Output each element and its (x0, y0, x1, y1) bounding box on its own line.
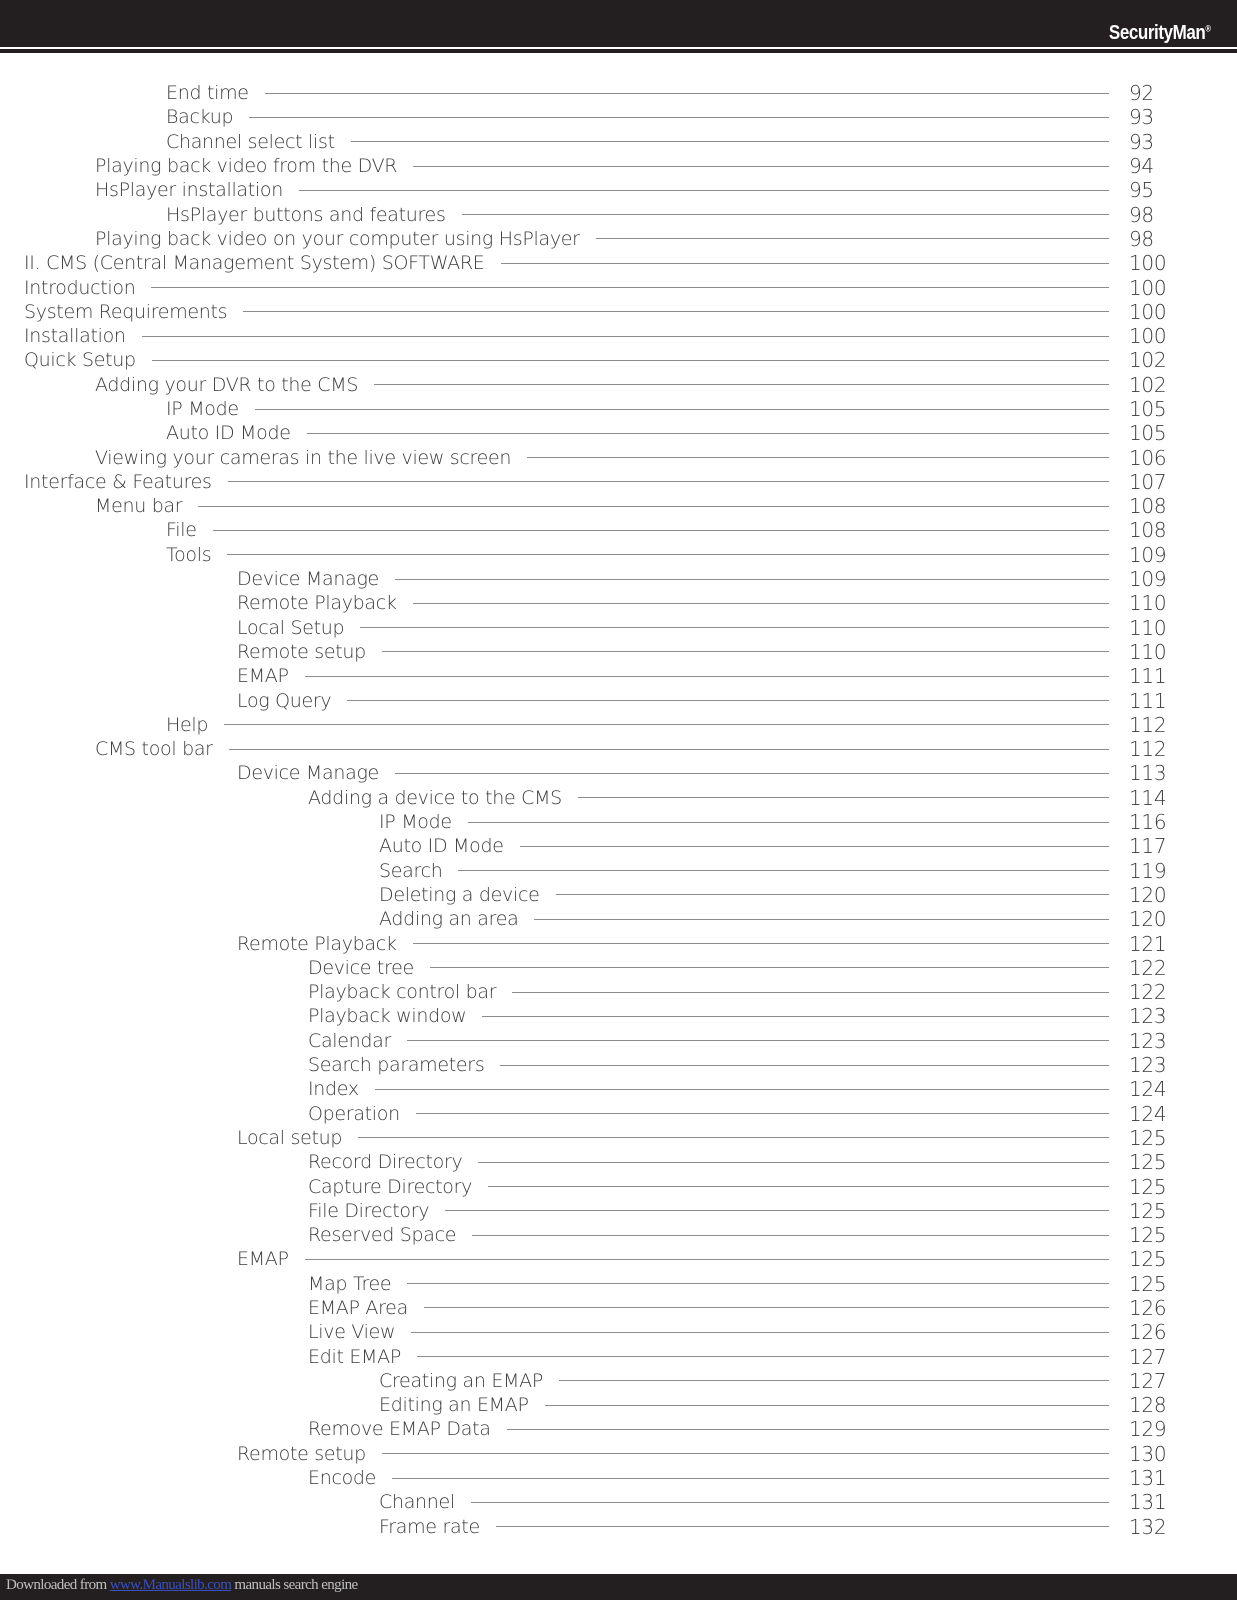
toc-leader-line (417, 1356, 1109, 1357)
toc-entry-label: Index (308, 1078, 359, 1101)
toc-entry-page: 127 (1129, 1344, 1167, 1369)
toc-entry-page: 100 (1129, 324, 1167, 349)
footer-link[interactable]: www.Manualslib.com (109, 1577, 232, 1593)
brand-logo (1109, 22, 1211, 45)
toc-entry[interactable] (0, 591, 1237, 615)
toc-leader-line (413, 603, 1109, 604)
toc-entry-label: Search (379, 859, 443, 882)
toc-leader-line (374, 384, 1109, 385)
toc-entry-page: 111 (1129, 664, 1167, 689)
toc-entry[interactable] (0, 105, 1237, 129)
toc-entry[interactable] (0, 202, 1237, 226)
toc-leader-line (462, 214, 1109, 215)
toc-entry-label: Viewing your cameras in the live view screen (95, 446, 512, 469)
toc-entry-page: 95 (1129, 178, 1154, 203)
toc-entry-page: 117 (1129, 834, 1167, 859)
toc-entry-label: Deleting a device (379, 883, 540, 906)
toc-entry-label: Remote setup (237, 1442, 366, 1465)
toc-entry-label: Playback window (308, 1005, 467, 1028)
toc-entry[interactable] (0, 1053, 1237, 1077)
toc-leader-line (375, 1089, 1109, 1090)
toc-entry-label: File Directory (308, 1199, 430, 1222)
toc-entry-page: 94 (1129, 154, 1154, 179)
toc-leader-line (382, 651, 1109, 652)
toc-entry-page: 125 (1129, 1271, 1167, 1296)
toc-leader-line (411, 1332, 1109, 1333)
toc-entry[interactable] (0, 859, 1237, 883)
toc-entry-label: Capture Directory (308, 1175, 473, 1198)
toc-entry-label: Adding a device to the CMS (308, 786, 562, 809)
toc-leader-line (229, 749, 1109, 750)
toc-entry-label: Remove EMAP Data (308, 1418, 491, 1441)
toc-entry-label: EMAP (237, 665, 289, 688)
toc-entry-page: 100 (1129, 275, 1167, 300)
toc-entry[interactable] (0, 1320, 1237, 1344)
toc-entry-page: 112 (1129, 737, 1167, 762)
brand-registered-mark: ® (1205, 23, 1211, 34)
toc-entry[interactable] (0, 956, 1237, 980)
footer-download-note (6, 1577, 358, 1594)
toc-entry-page: 123 (1129, 1004, 1167, 1029)
toc-entry-page: 123 (1129, 1028, 1167, 1053)
toc-entry-label: Local setup (237, 1126, 343, 1149)
toc-entry-page: 111 (1129, 688, 1167, 713)
toc-leader-line (243, 311, 1109, 312)
toc-entry[interactable] (0, 251, 1237, 275)
toc-entry[interactable] (0, 1150, 1237, 1174)
toc-leader-line (596, 238, 1109, 239)
toc-entry-label: Tools (166, 543, 212, 566)
toc-entry[interactable] (0, 1223, 1237, 1247)
toc-entry-page: 108 (1129, 518, 1167, 543)
toc-entry[interactable] (0, 761, 1237, 785)
toc-entry-label: Playing back video from the DVR (95, 155, 398, 178)
toc-entry-page: 100 (1129, 251, 1167, 276)
toc-entry-page: 116 (1129, 810, 1167, 835)
toc-entry-page: 112 (1129, 712, 1167, 737)
toc-leader-line (578, 797, 1109, 798)
toc-entry-label: Frame rate (379, 1515, 480, 1538)
toc-entry[interactable] (0, 1272, 1237, 1296)
toc-leader-line (559, 1380, 1109, 1381)
toc-entry-label: Backup (166, 106, 234, 129)
toc-entry-page: 108 (1129, 494, 1167, 519)
toc-entry-page: 105 (1129, 397, 1167, 421)
toc-entry-page: 93 (1129, 105, 1154, 130)
toc-entry-page: 128 (1129, 1393, 1167, 1418)
toc-entry-label: Device tree (308, 956, 414, 979)
toc-leader-line (482, 1016, 1109, 1017)
toc-entry[interactable] (0, 1490, 1237, 1514)
toc-entry[interactable] (0, 494, 1237, 518)
header-bar (0, 0, 1237, 47)
toc-entry-page: 93 (1129, 129, 1154, 154)
toc-entry-page: 106 (1129, 445, 1167, 470)
toc-entry-page: 119 (1129, 858, 1167, 883)
footer-prefix: Downloaded from (6, 1577, 110, 1593)
toc-entry[interactable] (0, 1296, 1237, 1320)
toc-entry-label: Creating an EMAP (379, 1369, 543, 1392)
toc-leader-line (468, 822, 1109, 823)
toc-entry-label: Channel select list (166, 130, 335, 153)
toc-entry[interactable] (0, 810, 1237, 834)
toc-entry-label: Device Manage (237, 762, 379, 785)
toc-leader-line (445, 1210, 1109, 1211)
toc-entry[interactable] (0, 1344, 1237, 1368)
toc-entry[interactable] (0, 616, 1237, 640)
toc-leader-line (255, 409, 1109, 410)
toc-entry-label: Device Manage (237, 568, 379, 591)
header-rule (0, 49, 1237, 53)
toc-entry[interactable] (0, 518, 1237, 542)
toc-entry-page: 102 (1129, 348, 1167, 373)
toc-entry-page: 125 (1129, 1125, 1167, 1150)
toc-entry-label: Menu bar (95, 495, 183, 518)
toc-leader-line (520, 846, 1109, 847)
toc-entry-label: IP Mode (166, 398, 239, 420)
toc-entry[interactable] (0, 1077, 1237, 1101)
toc-entry-page: 131 (1129, 1466, 1167, 1491)
toc-entry[interactable] (0, 1174, 1237, 1198)
toc-leader-line (407, 1283, 1109, 1284)
toc-leader-line (347, 700, 1109, 701)
toc-entry-page: 123 (1129, 1053, 1167, 1078)
toc-leader-line (458, 870, 1109, 871)
toc-entry-label: Encode (308, 1467, 377, 1490)
toc-entry-page: 98 (1129, 226, 1154, 251)
toc-entry-page: 132 (1129, 1514, 1167, 1539)
toc-leader-line (395, 579, 1109, 580)
toc-entry-label: Map Tree (308, 1272, 392, 1295)
toc-entry[interactable] (0, 1004, 1237, 1028)
toc-entry-label: Remote setup (237, 640, 366, 663)
toc-entry-label: II. CMS (Central Management System) SOFTWARE (24, 252, 485, 275)
toc-entry[interactable] (0, 470, 1237, 494)
toc-entry-page: 126 (1129, 1320, 1167, 1345)
toc-leader-line (152, 360, 1109, 361)
toc-entry-page: 110 (1129, 615, 1167, 640)
toc-leader-line (488, 1186, 1109, 1187)
toc-entry[interactable] (0, 397, 1237, 421)
toc-entry-page: 130 (1129, 1441, 1167, 1466)
toc-entry-label: File (166, 519, 197, 542)
toc-entry-label: System Requirements (24, 300, 228, 323)
toc-entry[interactable] (0, 786, 1237, 810)
toc-entry-label: Edit EMAP (308, 1345, 401, 1368)
toc-leader-line (382, 1453, 1109, 1454)
toc-entry[interactable] (0, 713, 1237, 737)
toc-entry-label: End time (166, 82, 249, 105)
toc-entry[interactable] (0, 931, 1237, 955)
toc-entry-page: 122 (1129, 980, 1167, 1005)
toc-entry[interactable] (0, 1029, 1237, 1053)
toc-entry-label: Remote Playback (237, 592, 397, 615)
toc-entry[interactable] (0, 445, 1237, 469)
brand-name: SecurityMan (1109, 22, 1206, 44)
toc-leader-line (224, 724, 1109, 725)
toc-entry[interactable] (0, 373, 1237, 397)
toc-leader-line (512, 992, 1109, 993)
toc-leader-line (305, 676, 1109, 677)
toc-leader-line (228, 481, 1109, 482)
toc-leader-line (507, 1429, 1109, 1430)
toc-entry[interactable] (0, 1101, 1237, 1125)
toc-leader-line (213, 530, 1109, 531)
toc-leader-line (501, 263, 1110, 264)
toc-leader-line (227, 554, 1109, 555)
toc-leader-line (472, 1235, 1109, 1236)
toc-entry[interactable] (0, 883, 1237, 907)
toc-entry-label: Operation (308, 1102, 400, 1125)
toc-entry-page: 125 (1129, 1150, 1167, 1175)
toc-entry[interactable] (0, 421, 1237, 445)
toc-leader-line (545, 1405, 1109, 1406)
toc-entry[interactable] (0, 300, 1237, 324)
toc-entry-label: Search parameters (308, 1054, 485, 1077)
toc-entry-page: 98 (1129, 202, 1154, 227)
toc-entry-label: IP Mode (379, 811, 452, 834)
toc-leader-line (527, 457, 1109, 458)
toc-leader-line (407, 1040, 1109, 1041)
toc-entry-page: 124 (1129, 1077, 1167, 1102)
toc-entry-label: Remote Playback (237, 932, 397, 955)
toc-entry[interactable] (0, 348, 1237, 372)
toc-leader-line (500, 1065, 1109, 1066)
toc-leader-line (413, 166, 1109, 167)
toc-leader-line (307, 433, 1109, 434)
toc-entry-label: Auto ID Mode (166, 422, 291, 445)
toc-entry-page: 107 (1129, 469, 1167, 494)
toc-entry[interactable] (0, 324, 1237, 348)
toc-leader-line (299, 190, 1109, 191)
toc-entry[interactable] (0, 664, 1237, 688)
toc-entry-label: Playback control bar (308, 981, 497, 1004)
toc-entry-label: Calendar (308, 1029, 392, 1052)
toc-entry[interactable] (0, 178, 1237, 202)
toc-leader-line (556, 894, 1110, 895)
toc-entry-page: 122 (1129, 955, 1167, 980)
toc-leader-line (416, 1113, 1109, 1114)
toc-entry-label: Editing an EMAP (379, 1394, 529, 1417)
toc-entry[interactable] (0, 907, 1237, 931)
toc-entry-label: Introduction (24, 276, 136, 299)
toc-entry[interactable] (0, 543, 1237, 567)
toc-entry[interactable] (0, 737, 1237, 761)
toc-entry-page: 120 (1129, 882, 1167, 907)
footer-suffix: manuals search engine (231, 1577, 358, 1593)
toc-entry-page: 125 (1129, 1198, 1167, 1223)
toc-entry-label: EMAP (237, 1248, 289, 1271)
toc-entry-page: 120 (1129, 907, 1167, 932)
toc-entry-page: 131 (1129, 1490, 1167, 1515)
toc-entry[interactable] (0, 640, 1237, 664)
toc-leader-line (413, 943, 1109, 944)
toc-entry-page: 102 (1129, 372, 1167, 397)
toc-entry-label: Help (166, 713, 209, 736)
toc-entry-page: 125 (1129, 1247, 1167, 1272)
toc-entry-page: 110 (1129, 591, 1167, 616)
toc-entry-page: 125 (1129, 1174, 1167, 1199)
toc-entry-page: 92 (1129, 81, 1154, 106)
toc-entry[interactable] (0, 1247, 1237, 1271)
toc-entry-label: HsPlayer buttons and features (166, 203, 446, 226)
toc-leader-line (478, 1162, 1109, 1163)
toc-leader-line (392, 1478, 1109, 1479)
toc-entry[interactable] (0, 1417, 1237, 1441)
toc-entry-page: 124 (1129, 1101, 1167, 1126)
toc-entry-page: 126 (1129, 1295, 1167, 1320)
table-of-contents (0, 81, 1237, 1539)
toc-entry-page: 100 (1129, 299, 1167, 324)
toc-leader-line (265, 93, 1109, 94)
toc-entry-page: 113 (1129, 761, 1167, 786)
toc-leader-line (249, 117, 1109, 118)
toc-leader-line (151, 287, 1109, 288)
toc-entry-label: Adding your DVR to the CMS (95, 373, 359, 396)
toc-leader-line (198, 506, 1109, 507)
toc-entry-page: 105 (1129, 421, 1167, 446)
toc-entry-label: Channel (379, 1491, 455, 1514)
toc-entry[interactable] (0, 980, 1237, 1004)
toc-leader-line (351, 141, 1109, 142)
toc-entry[interactable] (0, 1126, 1237, 1150)
toc-entry[interactable] (0, 1393, 1237, 1417)
toc-entry-page: 110 (1129, 639, 1167, 664)
toc-entry-label: Reserved Space (308, 1224, 457, 1247)
toc-entry[interactable] (0, 1199, 1237, 1223)
toc-entry-page: 109 (1129, 542, 1167, 567)
toc-entry[interactable] (0, 130, 1237, 154)
toc-entry-label: EMAP Area (308, 1296, 408, 1319)
toc-entry-label: Installation (24, 325, 126, 348)
toc-leader-line (496, 1526, 1109, 1527)
toc-entry[interactable] (0, 1515, 1237, 1539)
toc-entry[interactable] (0, 227, 1237, 251)
toc-entry[interactable] (0, 1442, 1237, 1466)
toc-entry[interactable] (0, 275, 1237, 299)
toc-entry[interactable] (0, 81, 1237, 105)
toc-entry-page: 109 (1129, 567, 1167, 592)
toc-entry-label: Interface & Features (24, 470, 212, 493)
toc-entry-label: Record Directory (308, 1151, 463, 1174)
toc-leader-line (305, 1259, 1109, 1260)
toc-entry-label: Local Setup (237, 616, 345, 639)
toc-entry-label: Quick Setup (24, 349, 136, 372)
toc-leader-line (142, 336, 1109, 337)
toc-entry-label: Playing back video on your computer using HsPlayer (95, 227, 580, 250)
toc-entry-page: 129 (1129, 1417, 1167, 1442)
toc-entry[interactable] (0, 834, 1237, 858)
toc-entry-label: CMS tool bar (95, 738, 213, 761)
toc-entry-label: Log Query (237, 689, 332, 712)
toc-leader-line (424, 1307, 1109, 1308)
toc-entry-page: 121 (1129, 931, 1167, 956)
toc-entry-page: 114 (1129, 785, 1167, 810)
toc-entry-page: 125 (1129, 1223, 1167, 1248)
toc-entry[interactable] (0, 154, 1237, 178)
toc-leader-line (360, 627, 1109, 628)
toc-entry[interactable] (0, 688, 1237, 712)
toc-entry-label: HsPlayer installation (95, 179, 283, 202)
toc-leader-line (534, 919, 1109, 920)
toc-entry-page: 127 (1129, 1368, 1167, 1393)
toc-entry[interactable] (0, 1466, 1237, 1490)
toc-leader-line (471, 1502, 1109, 1503)
toc-entry[interactable] (0, 567, 1237, 591)
toc-entry-label: Adding an area (379, 908, 519, 931)
toc-entry[interactable] (0, 1369, 1237, 1393)
toc-entry-label: Live View (308, 1321, 396, 1344)
toc-leader-line (430, 967, 1109, 968)
toc-leader-line (358, 1137, 1109, 1138)
toc-leader-line (395, 773, 1109, 774)
toc-entry-label: Auto ID Mode (379, 835, 504, 858)
